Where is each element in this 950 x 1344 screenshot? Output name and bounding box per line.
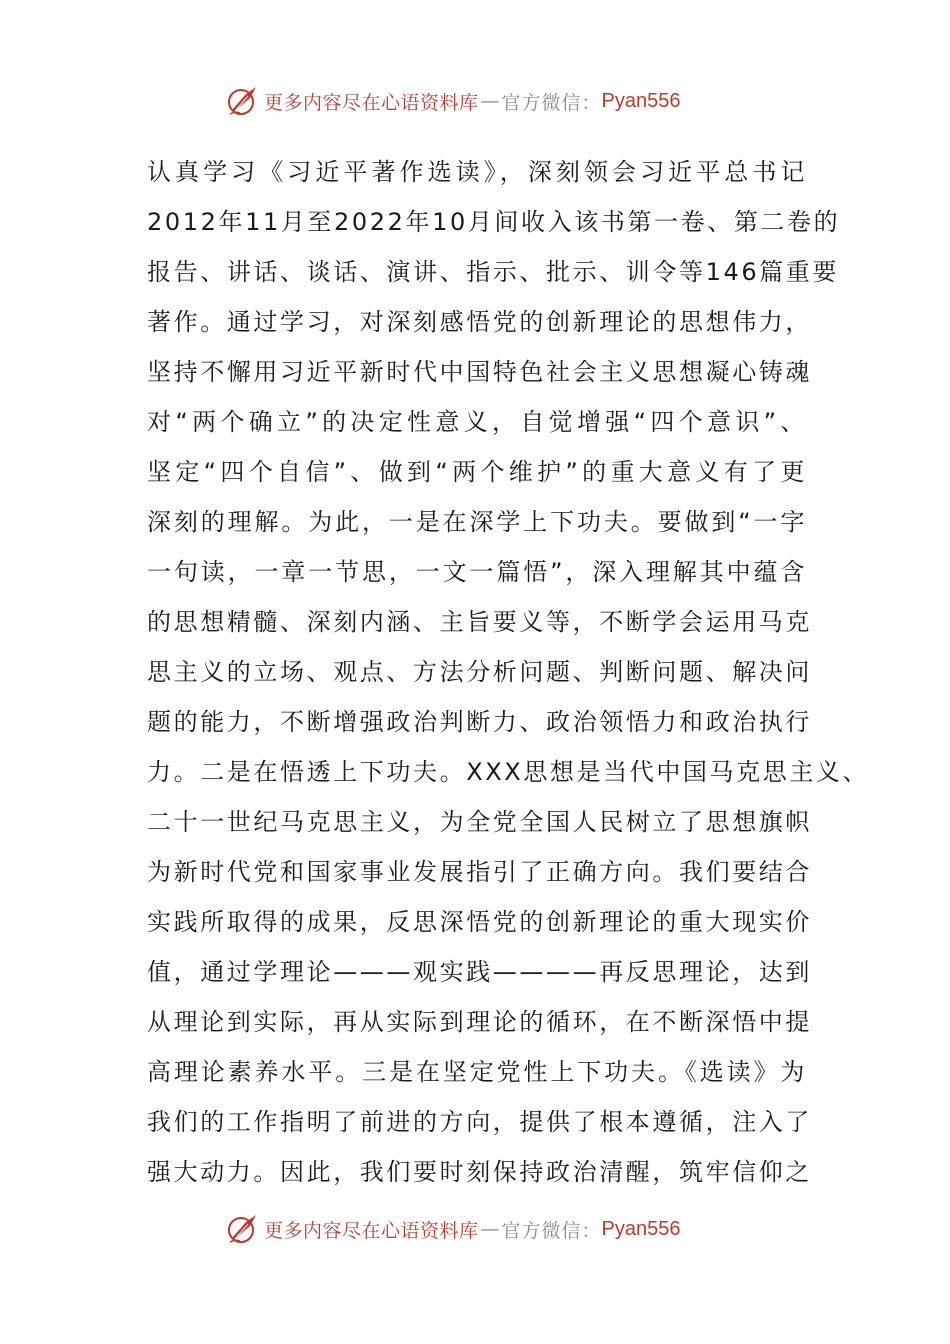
text-line: 高理论素养水平。三是在坚定党性上下功夫。《选读》为 (147, 1058, 807, 1086)
header-banner (226, 84, 681, 118)
wechat-label: 官方微信： (501, 1219, 602, 1242)
body-paragraph (147, 147, 870, 1197)
wechat-id: Pyan556 (601, 1217, 681, 1240)
wechat-label: 官方微信： (501, 91, 602, 114)
text-line: 值，通过学理论———观实践————再反思理论，达到 (147, 958, 812, 986)
quill-pen-icon (226, 84, 260, 118)
text-line: 报告、讲话、谈话、演讲、指示、批示、训令等146篇重要 (147, 258, 840, 286)
text-line: 著作。通过学习，对深刻感悟党的创新理论的思想伟力， (147, 308, 812, 336)
text-line: 坚定“四个自信”、做到“两个维护”的重大意义有了更 (147, 458, 807, 486)
text-line: 题的能力，不断增强政治判断力、政治领悟力和政治执行 (147, 708, 812, 736)
banner-separator: — (480, 90, 500, 112)
text-line: 我们的工作指明了前进的方向，提供了根本遵循，注入了 (147, 1108, 812, 1136)
text-line: 深刻的理解。为此，一是在深学上下功夫。要做到“一字 (147, 508, 807, 536)
text-line: 的思想精髓、深刻内涵、主旨要义等，不断学会运用马克 (147, 608, 812, 636)
banner-separator: — (480, 1218, 500, 1240)
text-line: 力。二是在悟透上下功夫。XXX思想是当代中国马克思主义、 (147, 758, 870, 786)
text-line: 一句读，一章一节思，一文一篇悟”，深入理解其中蕴含 (147, 558, 807, 586)
footer-banner (226, 1212, 681, 1246)
site-name: 更多内容尽在心语资料库 (264, 91, 479, 114)
site-name: 更多内容尽在心语资料库 (264, 1219, 479, 1242)
text-line: 坚持不懈用习近平新时代中国特色社会主义思想凝心铸魂 (147, 358, 812, 386)
text-line: 强大动力。因此，我们要时刻保持政治清醒，筑牢信仰之 (147, 1158, 812, 1186)
quill-pen-icon (226, 1212, 260, 1246)
text-line: 实践所取得的成果，反思深悟党的创新理论的重大现实价 (147, 908, 812, 936)
text-line: 对“两个确立”的决定性意义，自觉增强“四个意识”、 (147, 408, 807, 436)
wechat-id: Pyan556 (601, 89, 681, 112)
text-line: 二十一世纪马克思主义，为全党全国人民树立了思想旗帜 (147, 808, 812, 836)
text-line: 为新时代党和国家事业发展指引了正确方向。我们要结合 (147, 858, 812, 886)
text-line: 2012年11月至2022年10月间收入该书第一卷、第二卷的 (147, 208, 841, 236)
text-line: 思主义的立场、观点、方法分析问题、判断问题、解决问 (147, 658, 812, 686)
text-line: 认真学习《习近平著作选读》，深刻领会习近平总书记 (147, 158, 807, 186)
text-line: 从理论到实际，再从实际到理论的循环，在不断深悟中提 (147, 1008, 812, 1036)
